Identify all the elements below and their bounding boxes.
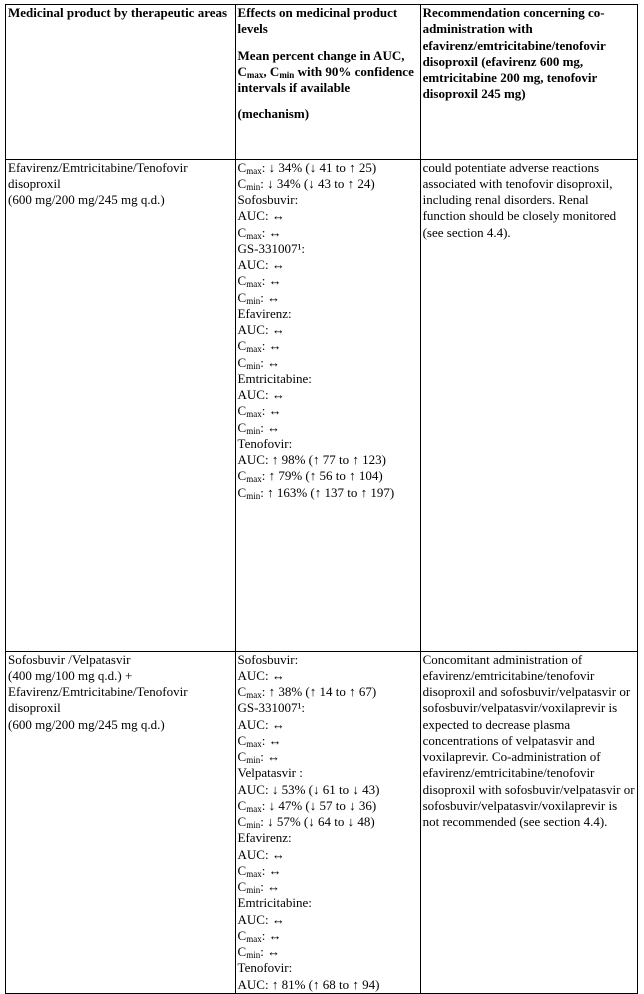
drug-cell (6, 159, 236, 651)
effects-cell (235, 159, 420, 651)
effect-line: AUC: ↔ (237, 667, 285, 683)
interaction-table (5, 4, 638, 994)
effect-line: $C_{min}$: ↔ (237, 419, 281, 436)
effect-line: Sofosbuvir: (237, 651, 299, 667)
header-col-effects (235, 5, 420, 160)
effect-line: $C_{min}$: ↔ (237, 879, 281, 895)
header-effects-sub: Mean percent change in AUC, $C_{max}$, $C_{min}$ with 90% confidence intervals if available (237, 47, 414, 95)
header-col-recommendation (420, 5, 637, 160)
effect-line: AUC: ↑ 98% (↑ 77 to ↑ 123) (237, 452, 386, 467)
effect-line: $C_{max}$: ↔ (237, 338, 282, 355)
effect-line: $C_{max}$: ↔ (237, 862, 282, 879)
effect-line: Tenofovir: (237, 960, 293, 976)
drug-dose: (600 mg/200 mg/245 mg q.d.) (8, 192, 165, 207)
effects-cell (235, 651, 420, 993)
effect-line: $C_{min}$: ↔ (237, 749, 281, 765)
effect-line: AUC: ↑ 81% (↑ 68 to ↑ 94) (237, 976, 380, 992)
effect-line: Emtricitabine: (237, 370, 312, 386)
header-product-text: Medicinal product by therapeutic areas (8, 5, 228, 20)
effect-line: AUC: ↔ (237, 911, 285, 927)
effect-line: $C_{min}$: ↑ 163% (↑ 137 to ↑ 197) (237, 484, 395, 501)
drug-dose: (600 mg/200 mg/245 mg q.d.) (8, 716, 165, 732)
table-row (6, 159, 638, 651)
drug-name-2: Efavirenz/Emtricitabine/Tenofovir disoproxil (8, 684, 188, 716)
effect-line: $C_{max}$: ↔ (237, 403, 282, 420)
drug-name: Efavirenz/Emtricitabine/Tenofovir disoproxil (8, 159, 188, 191)
effect-line: $C_{min}$: ↓ 57% (↓ 64 to ↓ 48) (237, 814, 375, 830)
effect-line: Velpatasvir : (237, 765, 303, 781)
effect-line: $C_{min}$: ↔ (237, 289, 281, 306)
drug-name: Sofosbuvir /Velpatasvir (8, 651, 131, 667)
header-effects-title: Effects on medicinal product levels (237, 5, 398, 37)
effect-line: Emtricitabine: (237, 895, 312, 911)
effect-line: AUC: ↔ (237, 387, 285, 402)
effect-line: $C_{min}$: ↔ (237, 944, 281, 960)
effect-line: $C_{max}$: ↓ 47% (↓ 57 to ↓ 36) (237, 797, 377, 814)
effect-line: $C_{max}$: ↔ (237, 927, 282, 944)
effect-line: $C_{max}$: ↑ 79% (↑ 56 to ↑ 104) (237, 468, 383, 485)
drug-dose-combo: (400 mg/100 mg q.d.) + (8, 667, 133, 683)
effect-line: $C_{max}$: ↔ (237, 224, 282, 241)
drug-cell (6, 651, 236, 993)
header-col-product (6, 5, 236, 160)
header-mechanism: (mechanism) (237, 106, 310, 122)
effect-line: GS-331007¹: (237, 700, 305, 716)
effect-line: Tenofovir: (237, 435, 293, 451)
effect-line: Efavirenz: (237, 830, 292, 846)
effect-line: AUC: ↔ (237, 208, 285, 224)
effect-line: $C_{max}$: ↑ 38% (↑ 14 to ↑ 67) (237, 684, 377, 700)
table-row (6, 651, 638, 993)
header-recommendation-text: Recommendation concerning co-administration with efavirenz/emtricitabine/tenofovir disoproxil (efavirenz 600 mg, emtricitabine 200 mg, tenofovir disoproxil 245 mg) (422, 5, 606, 102)
effect-line: $C_{min}$: ↔ (237, 354, 281, 371)
effect-line: Efavirenz: (237, 305, 292, 321)
recommendation-cell (420, 651, 637, 993)
effect-line: AUC: ↔ (237, 257, 285, 272)
header-row (6, 5, 638, 160)
effect-line: AUC: ↓ 53% (↓ 61 to ↓ 43) (237, 781, 380, 797)
effect-line: $C_{max}$: ↓ 34% (↓ 41 to ↑ 25) (237, 159, 377, 176)
effect-line: $C_{min}$: ↓ 34% (↓ 43 to ↑ 24) (237, 175, 375, 192)
effect-line: GS-331007¹: (237, 240, 305, 256)
effect-line: $C_{max}$: ↔ (237, 732, 282, 749)
effect-line: AUC: ↔ (237, 716, 285, 732)
effect-line: Sofosbuvir: (237, 192, 299, 207)
effect-line: AUC: ↔ (237, 846, 285, 862)
effect-line: $C_{max}$: ↔ (237, 273, 282, 290)
effect-line: AUC: ↔ (237, 322, 285, 337)
recommendation-cell (420, 159, 637, 651)
recommendation-text: Concomitant administration of efavirenz/emtricitabine/tenofovir disoproxil and sofosbuvir/velpatasvir or sofosbuvir/velpatasvir/voxilaprevir is expected to decrease plasma concentrations of velpatasvir and voxilaprevir. Co-administration of efavirenz/emtricitabine/tenofovir disoproxil with sofosbuvir/velpatasvir or sofosbuvir/velpatasvir/voxilaprevir is not recommended (see section 4.4). (422, 651, 635, 829)
recommendation-text: could potentiate adverse reactions associated with tenofovir disoproxil, including renal disorders. Renal function should be closely monitored (see section 4.4). (422, 159, 617, 240)
